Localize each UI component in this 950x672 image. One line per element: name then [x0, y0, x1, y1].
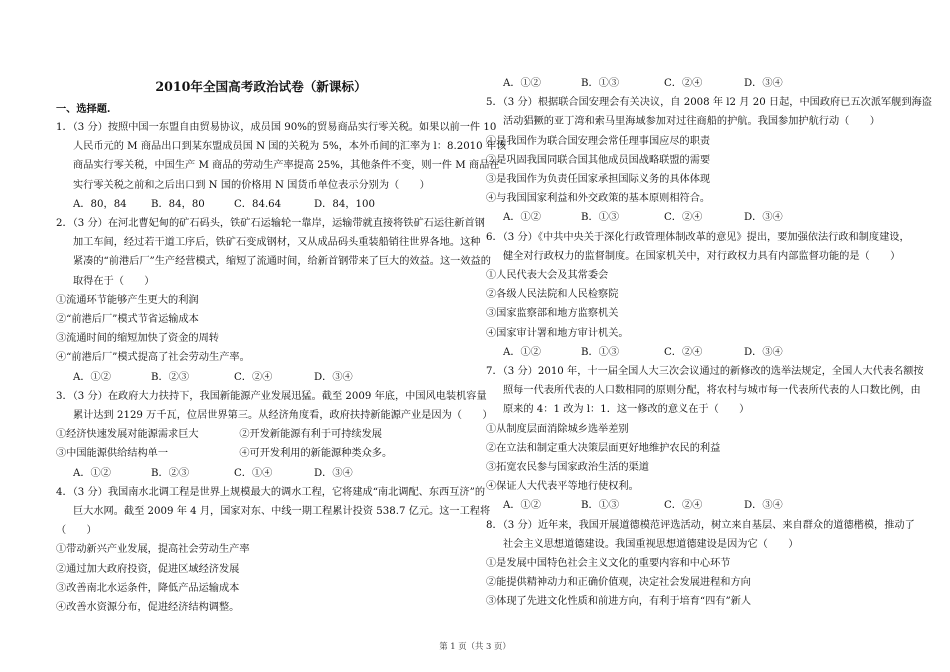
- question-line: 7．（3 分）2010 年，十一届全国人大三次会议通过的新修改的选举法规定，全国人大代表名额按: [486, 366, 924, 377]
- answer-option: A．①②: [503, 212, 541, 224]
- answer-option: B．②③: [151, 467, 190, 479]
- question-line: 紧凑的“前港后厂”生产经营模式，缩短了流通时间，给新首钢带来了巨大的效益。这一效益的: [73, 256, 491, 268]
- question-line: 加工车间，经过若干道工序后，铁矿石变成钢材，又从成品码头重装船销往世界各地。这种: [73, 237, 481, 249]
- question-line: ②通过加大政府投资，促进区域经济发展: [56, 563, 240, 575]
- question-line: 原来的 4：1 改为 l：1．这一修改的意义在于（ ）: [503, 404, 750, 416]
- answer-option: D．③④: [744, 346, 783, 358]
- question-line: ④“前港后厂”模式提高了社会劳动生产率。: [56, 352, 250, 364]
- question-line: ③改善南北水运条件，降低产品运输成本: [56, 582, 240, 594]
- answer-option: C．②④: [234, 371, 273, 383]
- question-line: 照每一代表所代表的人口数相同的原则分配，将农村与城市每一代表所代表的人口数比例，由: [503, 385, 921, 397]
- question-line: ②“前港后厂”模式节省运输成本: [56, 314, 199, 325]
- answer-option: C．②④: [664, 212, 703, 224]
- question-line: ①带动新兴产业发展，提高社会劳动生产率: [56, 544, 250, 556]
- question-line: ①是发展中国特色社会主义文化的重要内容和中心环节: [486, 558, 731, 569]
- answer-option: D．③④: [314, 371, 353, 383]
- answer-option: B．②③: [151, 371, 190, 383]
- answer-option: A．①②: [503, 346, 541, 358]
- answer-option: C．②④: [664, 78, 703, 89]
- answer-option: B．①③: [581, 78, 620, 89]
- answer-option: D．③④: [314, 467, 353, 479]
- answer-option: B．①③: [581, 500, 620, 512]
- question-line: ①人民代表大会及其常委会: [486, 270, 609, 281]
- question-line: 累计达到 2129 万千瓦，位居世界第三。从经济角度看，政府扶持新能源产业是因为（ ）: [73, 410, 493, 421]
- answer-option: D．③④: [744, 500, 783, 512]
- answer-option: C．②④: [664, 346, 703, 358]
- answer-option: A．①②: [73, 371, 111, 383]
- answer-option: B．①③: [581, 346, 620, 358]
- question-line: ③是我国作为负责任国家承担国际义务的具体体现: [486, 174, 711, 185]
- question-line: 5．（3 分）根据联合国安理会有关决议，自 2008 年 l2 月 20 日起，中国政府已五次派军舰到海盗: [486, 97, 932, 109]
- question-line: 实行零关税之前和之后出口到 N 国的价格用 N 国货币单位表示分别为（ ）: [73, 179, 430, 191]
- question-line: ④改善水资源分布，促进经济结构调整。: [56, 602, 240, 613]
- question-line: ③流通时间的缩短加快了资金的周转: [56, 333, 219, 345]
- question-line: 商品实行零关税，中国生产 M 商品的劳动生产率提高 25%，其他条件不变，则一件 M 商品在: [73, 160, 500, 172]
- question-line: ①流通环节能够产生更大的利润: [56, 294, 199, 306]
- answer-option: C．②④: [664, 500, 703, 512]
- section-heading: 一、选择题.: [56, 103, 111, 115]
- question-line: ④国家审计署和地方审计机关。: [486, 327, 629, 339]
- exam-title: 2010年全国高考政治试卷（新课标）: [155, 79, 367, 94]
- question-line: 活动猖獗的亚丁湾和索马里海域参加对过往商船的护航。我国参加护航行动（ ）: [503, 116, 880, 128]
- answer-option: A．①②: [503, 500, 541, 512]
- question-line: 1．（3 分）按照中国一东盟自由贸易协议，成员国 90%的贸易商品实行零关税。如果以前一件 10: [56, 122, 497, 133]
- question-line: 取得在于（ ）: [73, 275, 155, 287]
- question-line: （ ）: [56, 525, 97, 537]
- answer-option: D．③④: [744, 212, 783, 224]
- question-line: ①经济快速发展对能源需求巨大 ②开发新能源有利于可持续发展: [56, 429, 382, 441]
- question-line: ②是巩固我国同联合国其他成员国战略联盟的需要: [486, 154, 711, 166]
- answer-option: A．①②: [73, 467, 111, 479]
- question-line: 人民币元的 M 商品出口到某东盟成员国 N 国的关税为 5%，本外币间的汇率为 l：8.2010 年该: [73, 141, 507, 153]
- question-line: ③国家监察部和地方监察机关: [486, 308, 619, 320]
- question-line: 6．（3 分）《中共中央关于深化行政管理体制改革的意见》提出，要加强依法行政和制度建设，: [486, 231, 910, 243]
- question-line: ④保证人大代表平等地行使权利。: [486, 481, 639, 493]
- answer-option: D．③④: [744, 78, 783, 89]
- answer-option: C．①④: [234, 467, 273, 479]
- question-line: ②能提供精神动力和正确价值观，决定社会发展进程和方向: [486, 577, 751, 589]
- question-line: 4．（3 分）我国南水北调工程是世界上规模最大的调水工程，它将建成“南北调配、东西互济”的: [56, 486, 486, 498]
- question-line: 健全对行政权力的监督制度。在国家机关中，对行政权力具有内部监督功能的是（ ）: [503, 250, 901, 262]
- answer-option: A．80，84: [73, 198, 127, 210]
- answer-option: B．①③: [581, 212, 620, 224]
- question-line: 8．（3 分）近年来，我国开展道德模范评选活动，树立来自基层、来自群众的道德楷模，推动了: [486, 519, 915, 531]
- question-line: ②各级人民法院和人民检察院: [486, 289, 619, 301]
- question-line: 巨大水网。截至 2009 年 4 月，国家对东、中线一期工程累计投资 538.7 亿元。这一工程将: [73, 506, 491, 517]
- answer-option: A．①②: [503, 78, 541, 89]
- question-line: ①从制度层面消除城乡选举差别: [486, 423, 629, 435]
- answer-option: D．84，100: [314, 198, 375, 210]
- question-line: ③拓宽农民参与国家政治生活的渠道: [486, 462, 649, 473]
- question-line: ③体现了先进文化性质和前进方向，有利于培育“四有”新人: [486, 596, 752, 608]
- answer-option: C．84.64: [234, 198, 282, 210]
- question-line: 2．（3 分）在河北曹妃甸的矿石码头，铁矿石运输轮一靠岸，运输带就直接将铁矿石运往新首钢: [56, 218, 485, 229]
- question-line: ②在立法和制定重大决策层面更好地维护农民的利益: [486, 442, 721, 454]
- answer-option: B．84，80: [151, 198, 205, 210]
- question-line: 社会主义思想道德建设。我国重视思想道德建设是因为它（ ）: [503, 538, 799, 550]
- question-line: 3．（3 分）在政府大力扶持下，我国新能源产业发展迅猛。截至 2009 年底，中国风电装机容量: [56, 390, 487, 402]
- page-footer: 第 1 页（共 3 页）: [439, 641, 511, 651]
- question-line: ③中国能源供给结构单一 ④可开发利用的新能源种类众多。: [56, 448, 393, 460]
- question-line: ④与我国国家利益和外交政策的基本原则相符合。: [486, 193, 711, 205]
- question-line: ①是我国作为联合国安理会常任理事国应尽的职责: [486, 135, 711, 147]
